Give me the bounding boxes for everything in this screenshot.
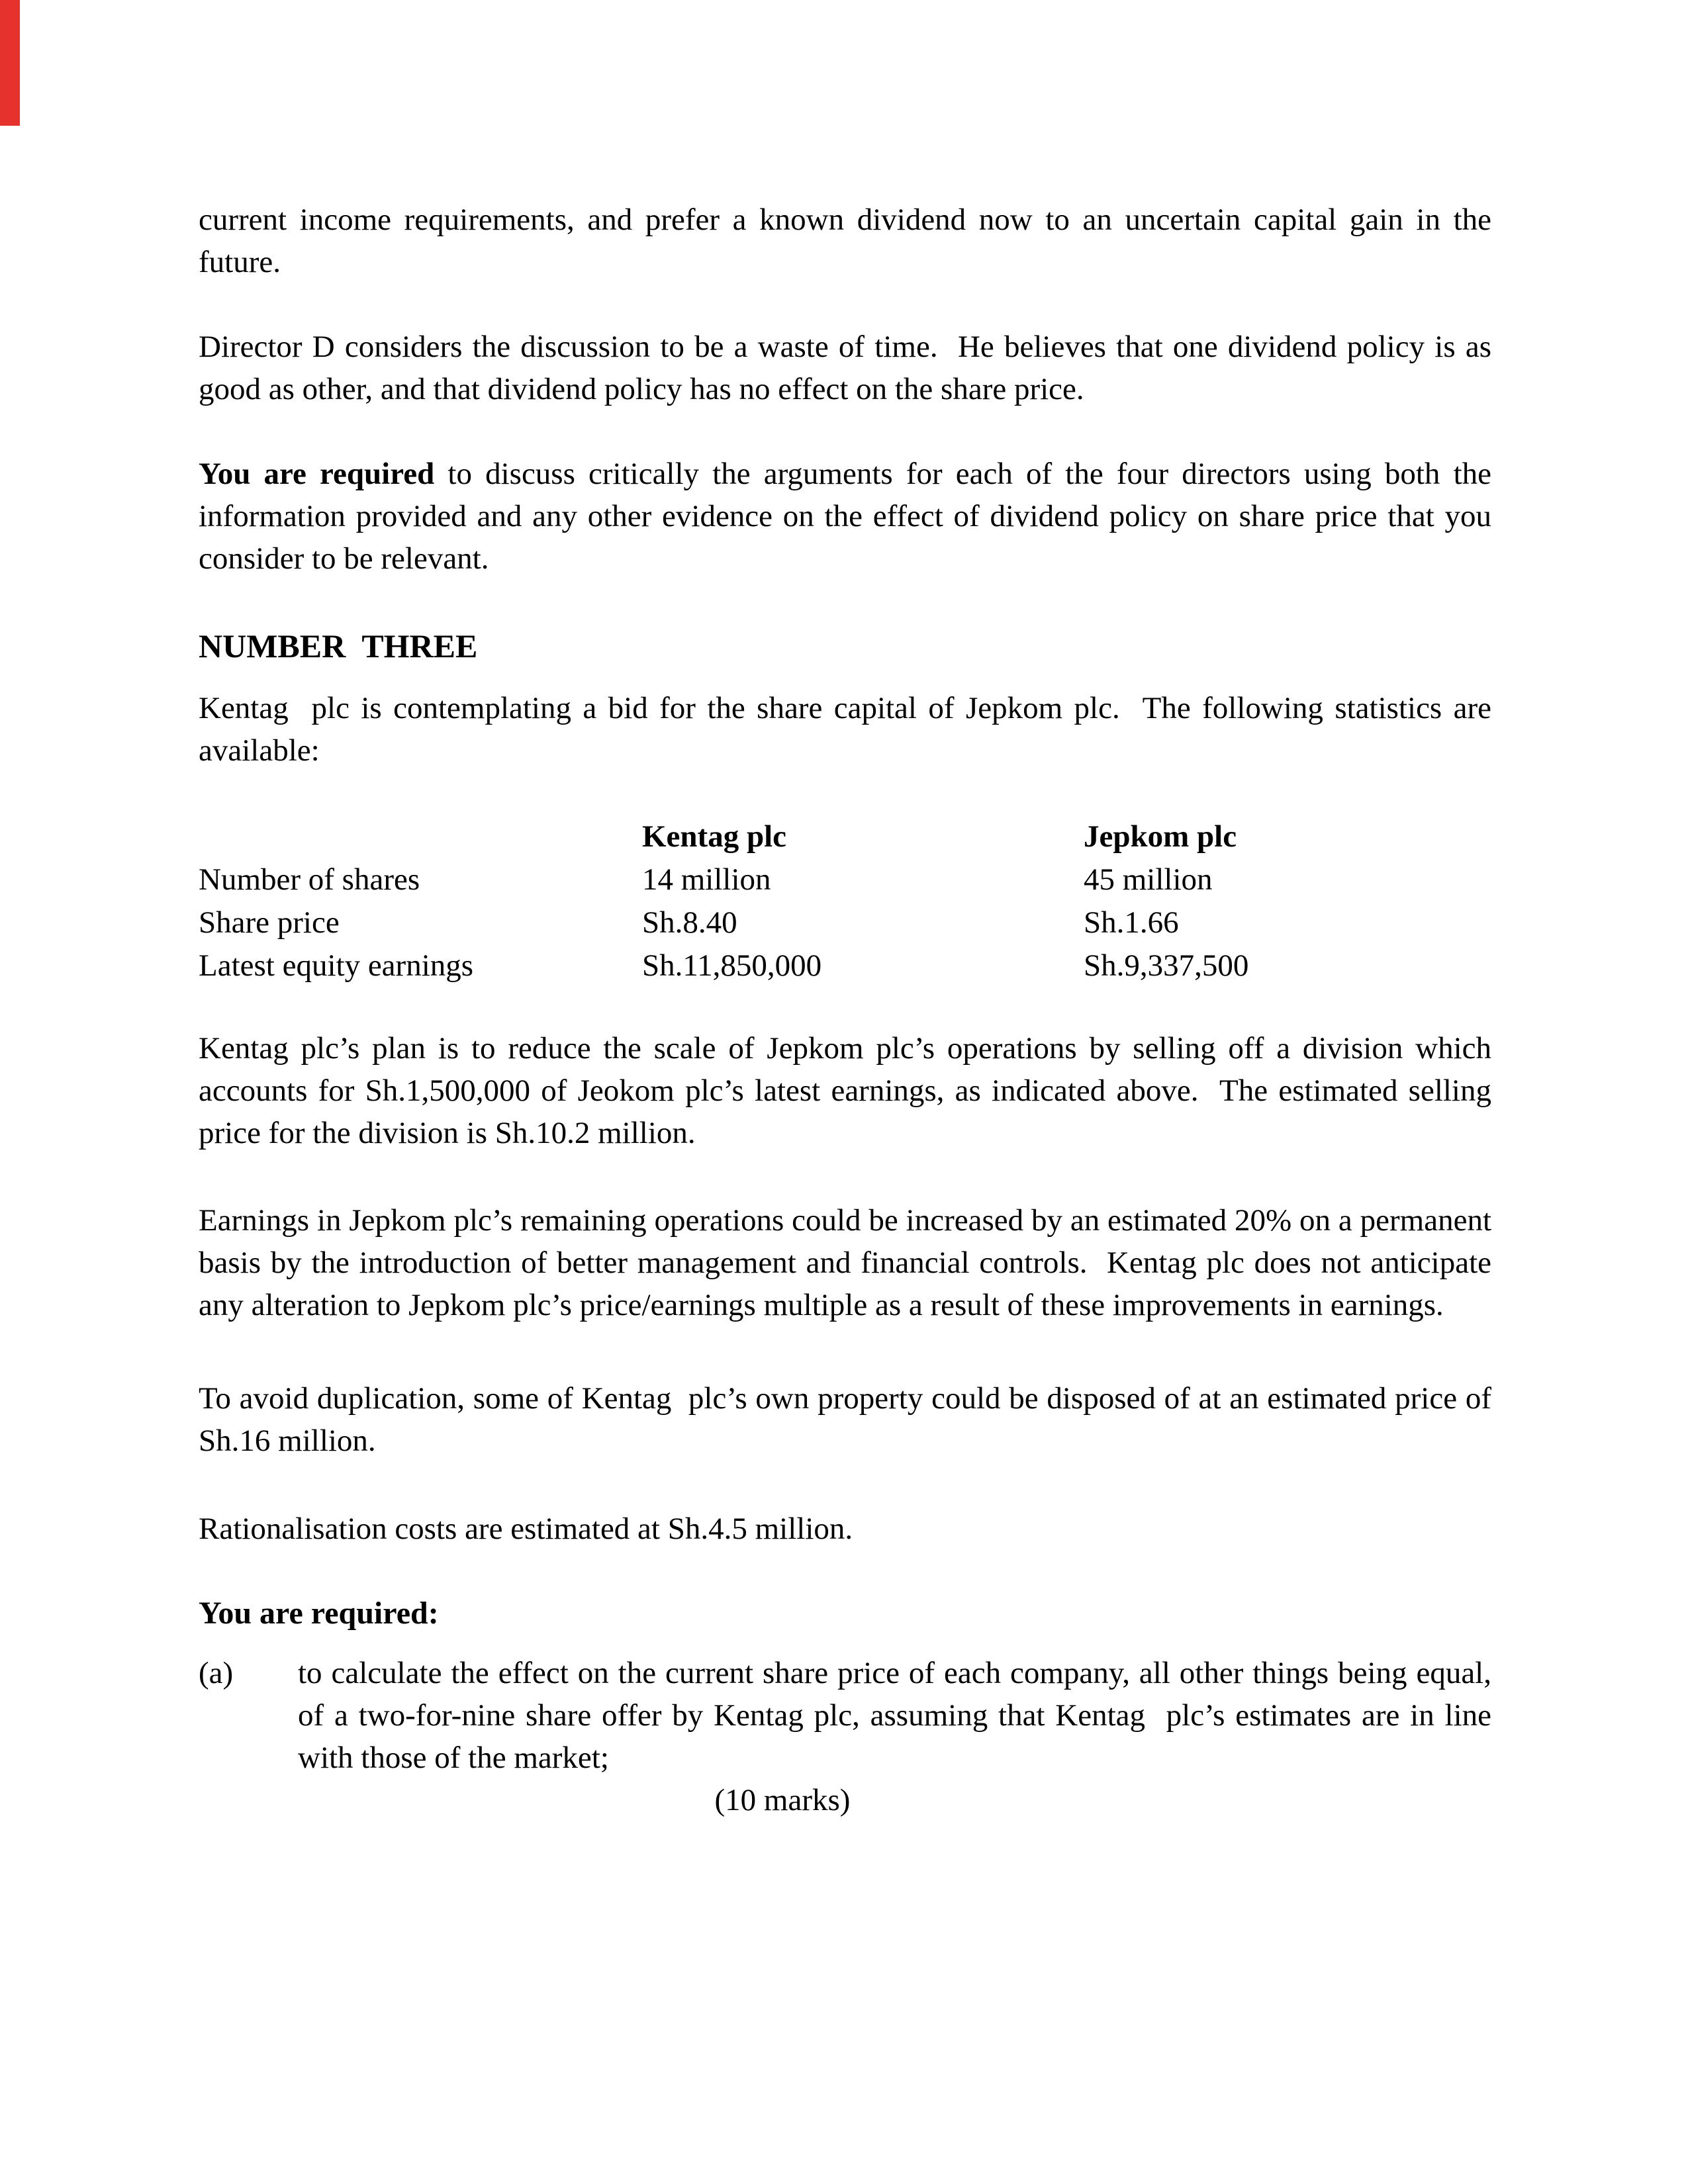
paragraph-you-are-required-discussion [199,453,1491,580]
table-row [199,944,1491,987]
table-header-empty-cell [199,815,642,858]
red-scan-artifact [0,0,20,126]
table-row [199,858,1491,901]
table-header-jepkom: Jepkom plc [1084,819,1237,854]
item-a-label: (a) [199,1656,234,1690]
item-a-marks: (10 marks) [714,1783,851,1817]
paragraph-earnings-increase: Earnings in Jepkom plc’s remaining operations could be increased by an estimated 20% on a permanent basis by the introduction of better management and financial controls. Kentag plc does not anticipate any alteration to Jepkom plc’s price/earnings multiple as a result of these improvements in earnings. [199,1203,1491,1322]
paragraph-current-income: current income requirements, and prefer a known dividend now to an uncertain capital gain in the future. [199,203,1491,279]
table-cell-jepkom-value: Sh.1.66 [1084,905,1179,940]
statistics-table [199,815,1491,987]
table-header-kentag: Kentag plc [642,819,787,854]
table-row [199,901,1491,944]
heading-number-three: NUMBER THREE [199,627,478,664]
table-cell-jepkom-value: 45 million [1084,862,1213,897]
you-are-required-rest: to discuss critically the arguments for each of the four directors using both the information provided and any other evidence on the effect of dividend policy on share price that you consider to be relevant. [199,457,1491,576]
table-cell-jepkom-value: Sh.9,337,500 [1084,948,1249,983]
requirement-item-a [199,1652,1491,1779]
paragraph-rationalisation-costs: Rationalisation costs are estimated at Sh.4.5 million. [199,1512,853,1546]
item-a-text: to calculate the effect on the current share price of each company, all other things being equal, of a two-for-nine share offer by Kentag plc, assuming that Kentag plc’s estimates are in line with those of the market; [298,1656,1491,1775]
paragraph-kentag-bid: Kentag plc is contemplating a bid for the share capital of Jepkom plc. The following statistics are available: [199,691,1491,768]
table-cell-label: Share price [199,905,340,940]
paragraph-director-d: Director D considers the discussion to be a waste of time. He believes that one dividend policy is as good as other, and that dividend policy has no effect on the share price. [199,330,1491,406]
table-header-row [199,815,1491,858]
table-cell-kentag-value: 14 million [642,862,771,897]
table-cell-label: Number of shares [199,862,420,897]
you-are-required-bold-run: You are required [199,457,435,491]
table-cell-kentag-value: Sh.11,850,000 [642,948,822,983]
paragraph-avoid-duplication: To avoid duplication, some of Kentag plc’s own property could be disposed of at an estimated price of Sh.16 million. [199,1381,1491,1458]
heading-you-are-required: You are required: [199,1596,439,1631]
paragraph-kentag-plan: Kentag plc’s plan is to reduce the scale of Jepkom plc’s operations by selling off a division which accounts for Sh.1,500,000 of Jeokom plc’s latest earnings, as indicated above. The estimated selling price for the division is Sh.10.2 million. [199,1031,1491,1150]
table-cell-kentag-value: Sh.8.40 [642,905,737,940]
table-cell-label: Latest equity earnings [199,948,474,983]
